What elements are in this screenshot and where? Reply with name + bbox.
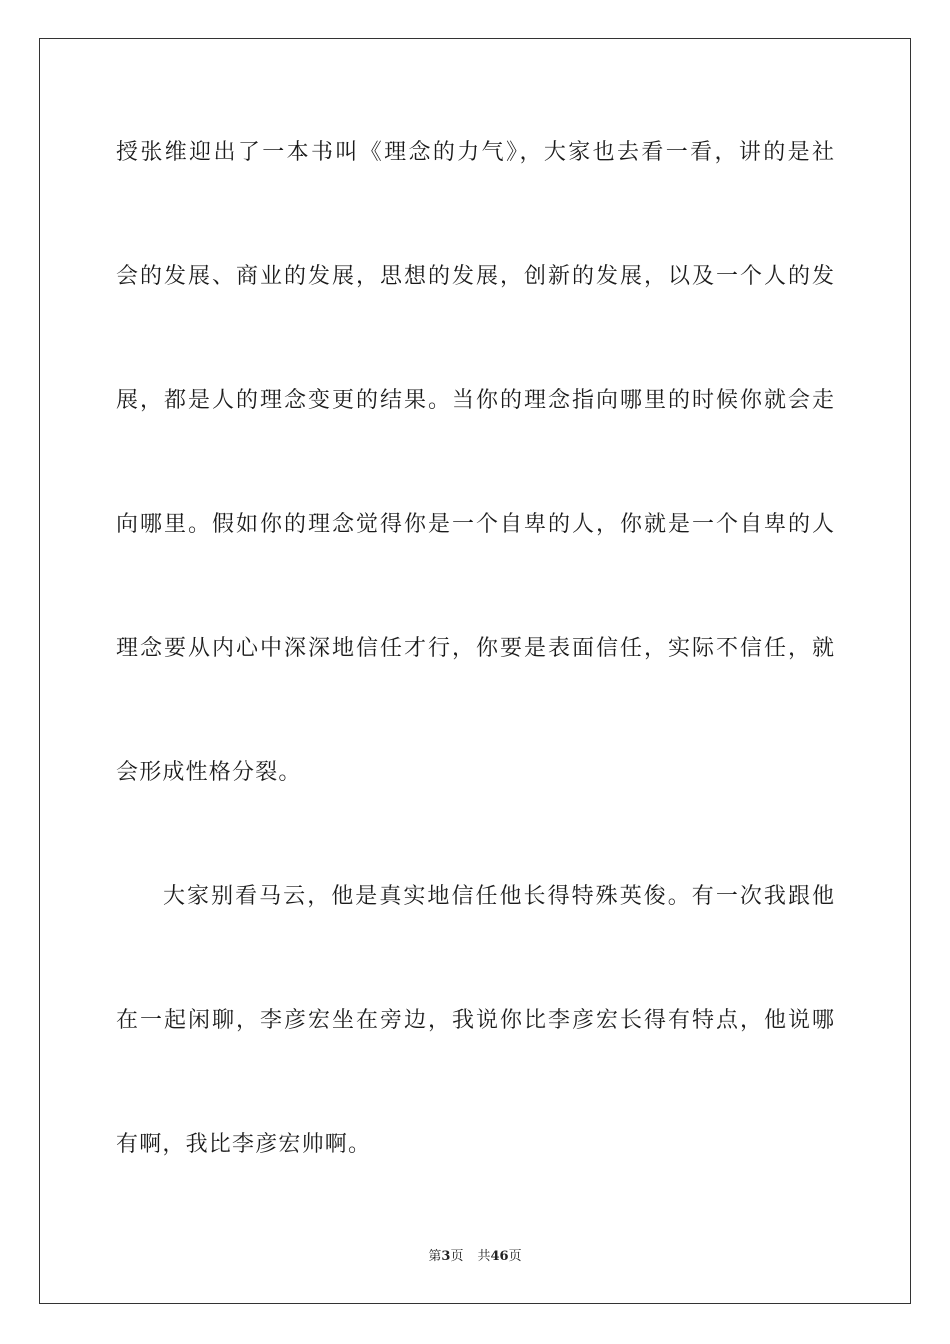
total-pages: 46 <box>490 1249 509 1264</box>
body-text-line: 理念要从内心中深深地信任才行，你要是表面信任，实际不信任，就 <box>116 636 834 661</box>
body-text-line: 会形成性格分裂。 <box>116 760 302 785</box>
body-text-line: 在一起闲聊，李彦宏坐在旁边，我说你比李彦宏长得有特点，他说哪 <box>116 1008 834 1033</box>
page-prefix: 第 <box>428 1249 442 1264</box>
page-border <box>39 38 911 1304</box>
page-number: 3 <box>441 1249 451 1264</box>
body-text-line: 展，都是人的理念变更的结果。当你的理念指向哪里的时候你就会走 <box>116 388 834 413</box>
page-footer <box>0 1248 950 1266</box>
body-text-line: 向哪里。假如你的理念觉得你是一个自卑的人，你就是一个自卑的人 <box>116 512 834 537</box>
body-text-line: 会的发展、商业的发展，思想的发展，创新的发展，以及一个人的发 <box>116 264 834 289</box>
body-text-line: 有啊，我比李彦宏帅啊。 <box>116 1132 372 1157</box>
body-text-line: 授张维迎出了一本书叫《理念的力气》，大家也去看一看，讲的是社 <box>116 140 834 165</box>
total-prefix: 共 <box>477 1249 491 1264</box>
paragraph-first-line: 大家别看马云，他是真实地信任他长得特殊英俊。有一次我跟他 <box>163 884 834 909</box>
total-suffix: 页 <box>508 1249 522 1264</box>
page-suffix: 页 <box>450 1249 464 1264</box>
